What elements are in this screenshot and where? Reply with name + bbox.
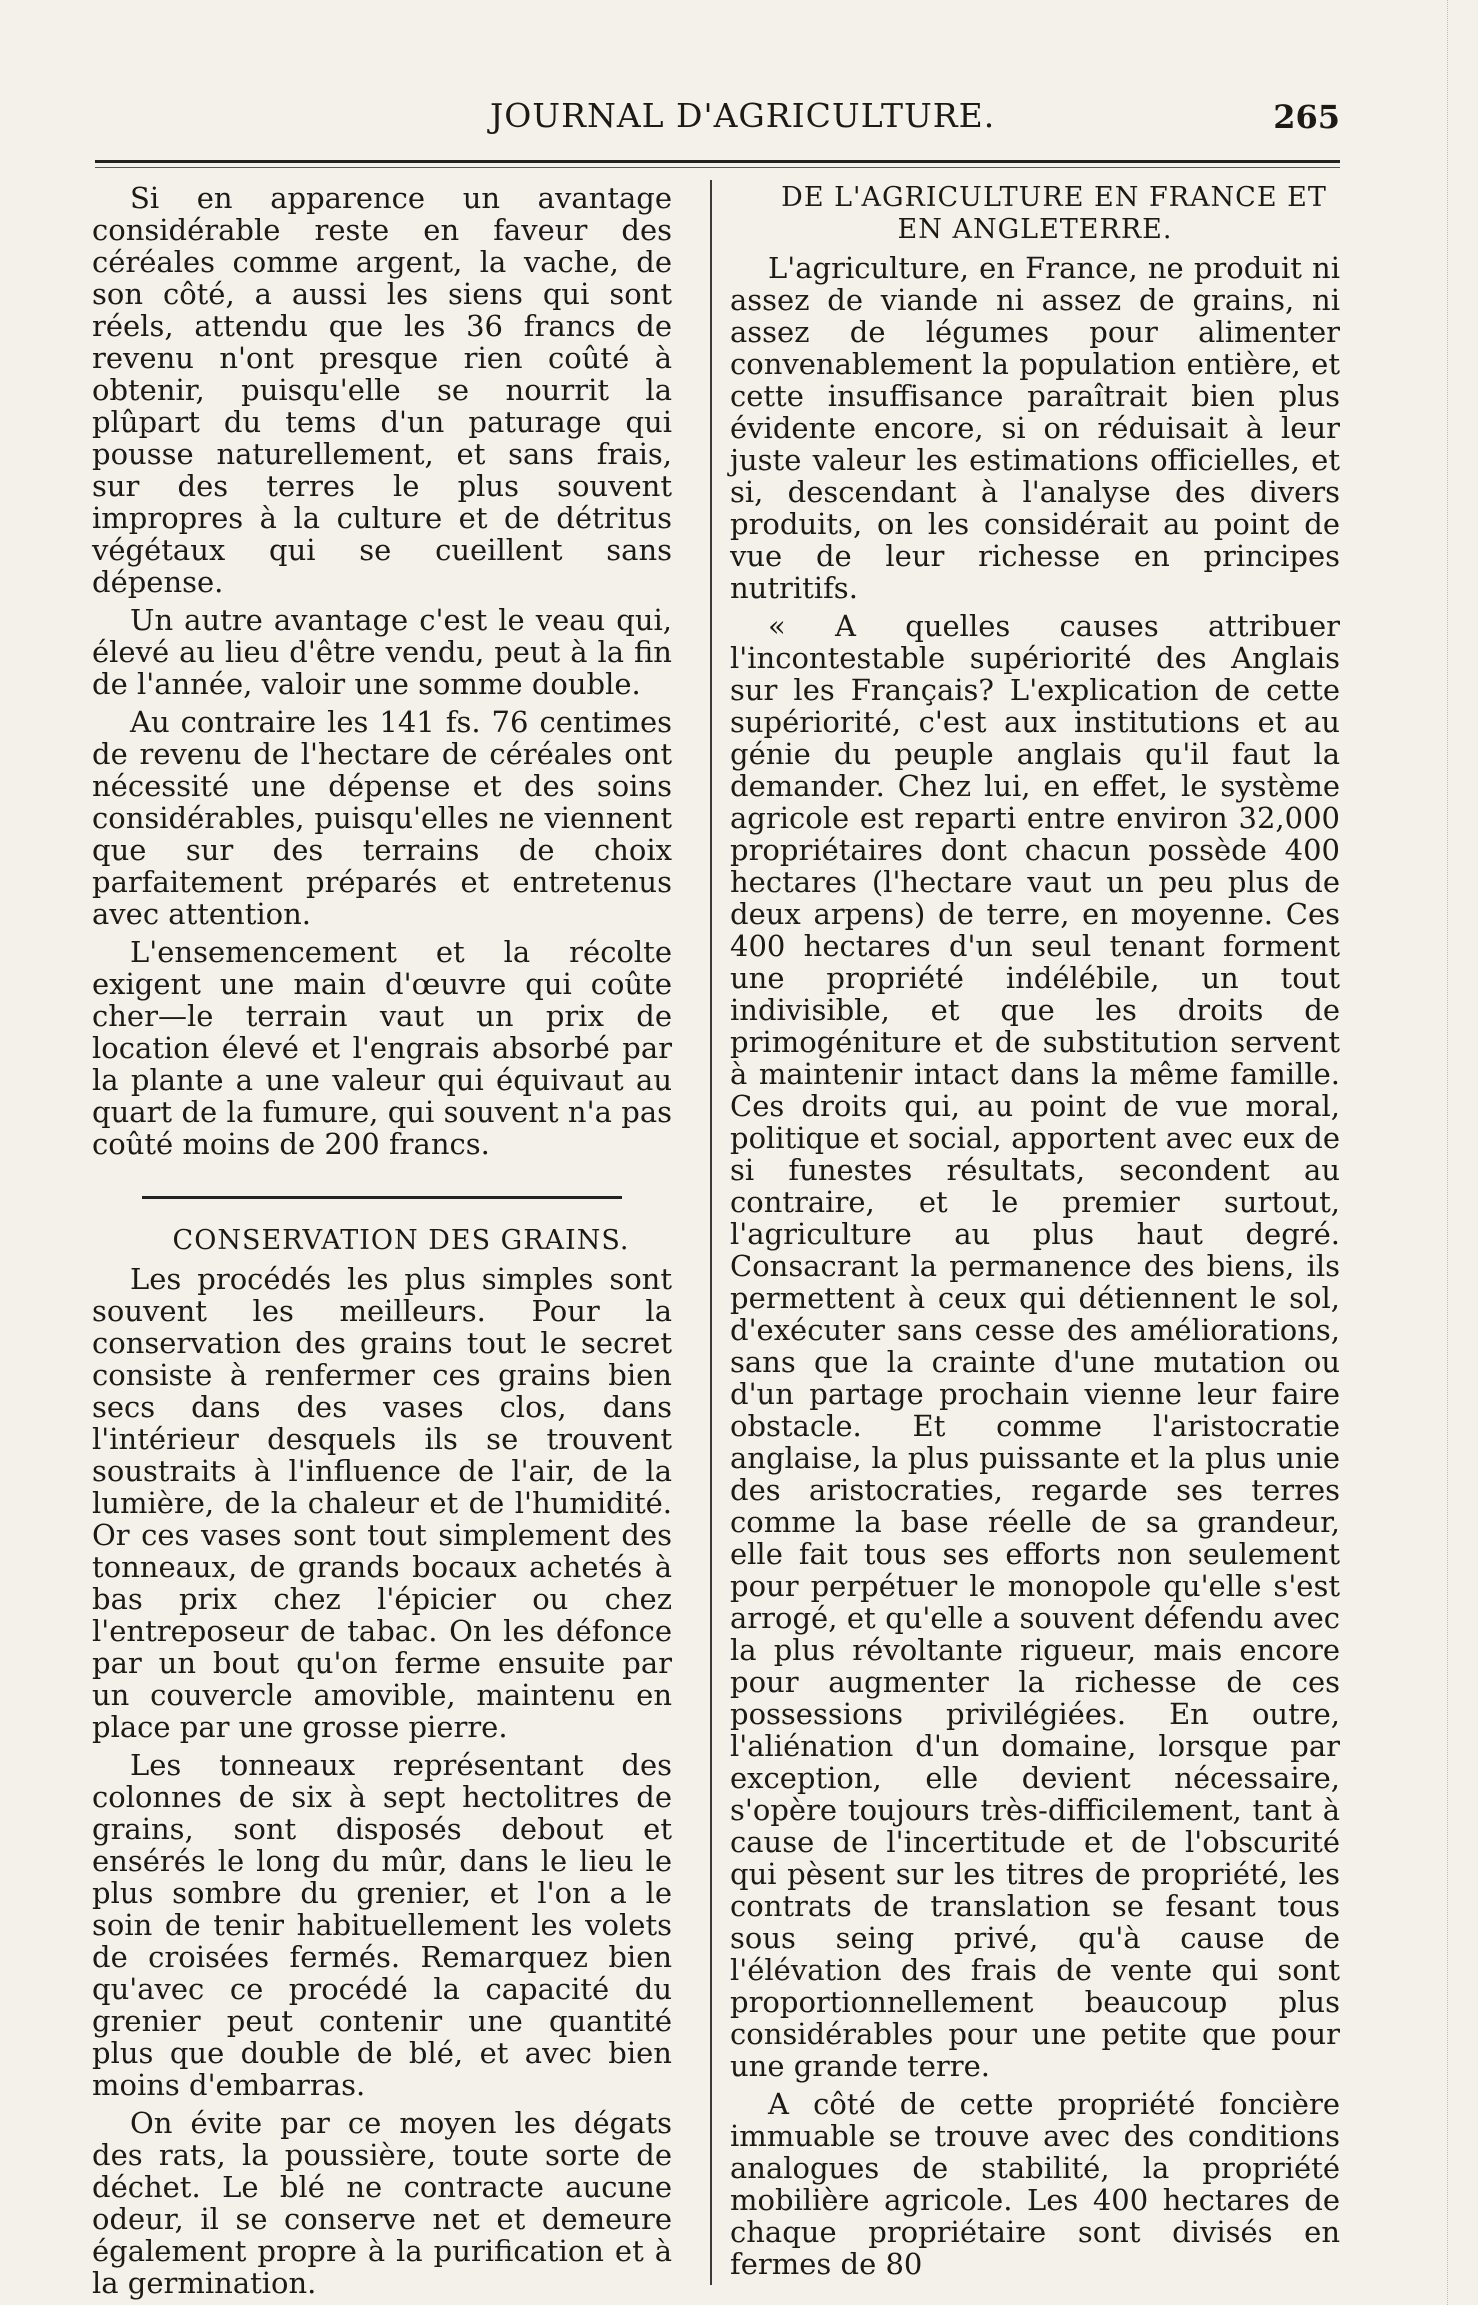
paragraph: Les tonneaux représentant des colonnes de six à sept hectolitres de grains, sont disposés debout et ensérés le long du mûr, dans le lieu le plus sombre du grenier, et l'on a le soin de tenir habituellement les volets de croisées fermés. Remarquez bien qu'avec ce procédé la capacité du grenier peut contenir une quantité plus que double de blé, et avec bien moins d'embarras. [92, 1748, 672, 2102]
column-divider [710, 180, 712, 2285]
page-number: 265 [1273, 98, 1340, 136]
right-column [730, 182, 1340, 2286]
left-column [92, 182, 672, 2305]
paragraph: Un autre avantage c'est le veau qui, élevé au lieu d'être vendu, peut à la fin de l'année, valoir une somme double. [92, 603, 672, 701]
header-rule [95, 160, 1340, 168]
paragraph: Si en apparence un avantage considérable reste en faveur des céréales comme argent, la vache, de son côté, a aussi les siens qui sont réels, attendu que les 36 francs de revenu n'ont presque rien coûté à obtenir, puisqu'elle se nourrit la plûpart du tems d'un paturage qui pousse naturellement, et sans frais, sur des terres le plus souvent impropres à la culture et de détritus végétaux qui se cueillent sans dépense. [92, 181, 672, 599]
paragraph: Les procédés les plus simples sont souvent les meilleurs. Pour la conservation des grains tout le secret consiste à renfermer ces grains bien secs dans des vases clos, dans l'intérieur desquels ils se trouvent soustraits à l'influence de l'air, de la lumière, de la chaleur et de l'humidité. Or ces vases sont tout simplement des tonneaux, de grands bocaux achetés à bas prix chez l'épicier ou chez l'entreposeur de tabac. On les défonce par un bout qu'on ferme ensuite par un couvercle amovible, maintenu en place par une grosse pierre. [92, 1262, 672, 1744]
page-edge [1447, 0, 1478, 2305]
section-divider [142, 1196, 622, 1199]
paragraph: L'ensemencement et la récolte exigent une main d'œuvre qui coûte cher—le terrain vaut un prix de location élevé et l'engrais absorbé par la plante a une valeur qui équivaut au quart de la fumure, qui souvent n'a pas coûté moins de 200 francs. [92, 935, 672, 1161]
paragraph: A côté de cette propriété foncière immuable se trouve avec des conditions analogues de stabilité, la propriété mobilière agricole. Les 400 hectares de chaque propriétaire sont divisés en fermes de 80 [730, 2087, 1340, 2281]
paragraph: L'agriculture, en France, ne produit ni assez de viande ni assez de grains, ni assez de légumes pour alimenter convenablement la population entière, et cette insuffisance paraîtrait bien plus évidente encore, si on réduisait à leur juste valeur les estimations officielles, et si, descendant à l'analyse des divers produits, on les considérait au point de vue de leur richesse en principes nutritifs. [730, 251, 1340, 605]
paragraph: Au contraire les 141 fs. 76 centimes de revenu de l'hectare de céréales ont nécessité une dépense et des soins considérables, puisqu'elles ne viennent que sur des terrains de choix parfaitement préparés et entretenus avec attention. [92, 705, 672, 931]
section-title-conservation: CONSERVATION DES GRAINS. [172, 1225, 630, 1256]
journal-title: JOURNAL D'AGRICULTURE. [490, 96, 996, 135]
section-title-agriculture: DE L'AGRICULTURE EN FRANCE ET EN ANGLETERRE. [781, 182, 1327, 245]
paragraph: On évite par ce moyen les dégats des rats, la poussière, toute sorte de déchet. Le blé ne contracte aucune odeur, il se conserve net et demeure également propre à la purification et à la germination. [92, 2106, 672, 2300]
paragraph: « A quelles causes attribuer l'incontestable supériorité des Anglais sur les Français? L'explication de cette supériorité, c'est aux institutions et au génie du peuple anglais qu'il faut la demander. Chez lui, en effet, le système agricole est reparti entre environ 32,000 propriétaires dont chacun possède 400 hectares (l'hectare vaut un peu plus de deux arpens) de terre, en moyenne. Ces 400 hectares d'un seul tenant forment une propriété indélébile, un tout indivisible, et que les droits de primogéniture et de substitution servent à maintenir intact dans la même famille. Ces droits qui, au point de vue moral, politique et social, apportent avec eux de si funestes résultats, secondent au contraire, et le premier surtout, l'agriculture au plus haut degré. Consacrant la permanence des biens, ils permettent à ceux qui détiennent le sol, d'exécuter sans cesse des améliorations, sans que la crainte d'une mutation ou d'un partage prochain vienne leur faire obstacle. Et comme l'aristocratie anglaise, la plus puissante et la plus unie des aristocraties, regarde ses terres comme la base réelle de sa grandeur, elle fait tous ses efforts non seulement pour perpétuer le monopole qu'elle s'est arrogé, et qu'elle a souvent défendu avec la plus révoltante rigueur, mais encore pour augmenter la richesse de ces possessions privilégiées. En outre, l'aliénation d'un domaine, lorsque par exception, elle devient nécessaire, s'opère toujours très-difficilement, tant à cause de l'incertitude et de l'obscurité qui pèsent sur les titres de propriété, les contrats de translation se fesant tous sous seing privé, qu'à cause de l'élévation des frais de vente qui sont proportionnellement beaucoup plus considérables pour une petite que pour une grande terre. [730, 609, 1340, 2083]
page-header [90, 96, 1340, 146]
